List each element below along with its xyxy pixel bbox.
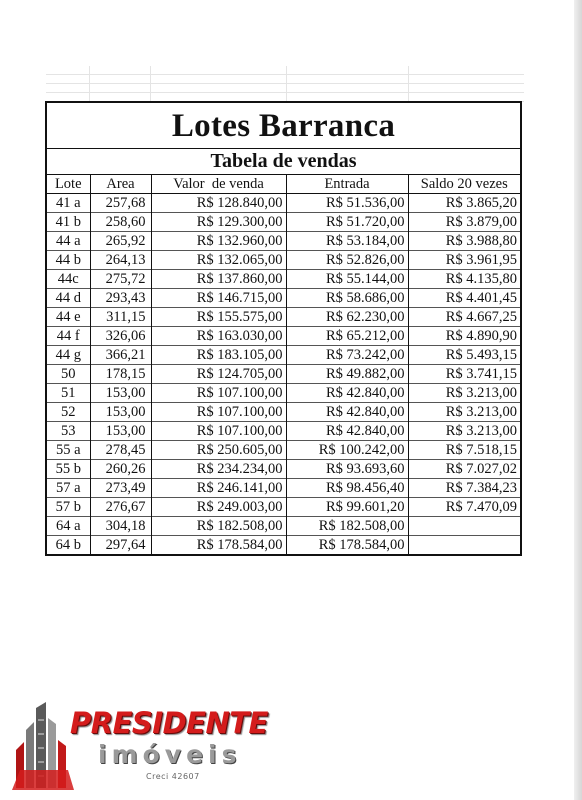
table-row [47, 251, 520, 270]
table-row [47, 327, 520, 346]
cell-saldo: R$ 3.741,15 [445, 366, 517, 382]
cell-area: 366,21 [90, 346, 151, 365]
table-row [47, 422, 520, 441]
cell-entrada: R$ 99.601,20 [286, 498, 408, 517]
cell-area: 260,26 [90, 460, 151, 479]
cell-lote: 41 b [47, 213, 90, 232]
column-header-valor: Valor de venda [151, 175, 286, 194]
column-header-area: Area [90, 175, 151, 194]
table-row [47, 365, 520, 384]
cell-entrada: R$ 52.826,00 [286, 251, 408, 270]
company-logo [12, 700, 312, 790]
cell-lote: 57 b [47, 498, 90, 517]
cell-valor: R$ 155.575,00 [151, 308, 286, 327]
cell-area: 178,15 [90, 365, 151, 384]
cell-valor: R$ 132.065,00 [151, 251, 286, 270]
table-header-row [47, 175, 520, 194]
sales-sheet [45, 101, 522, 556]
cell-area: 326,06 [90, 327, 151, 346]
cell-valor: R$ 182.508,00 [151, 517, 286, 536]
cell-entrada: R$ 51.536,00 [286, 194, 408, 213]
cell-saldo: R$ 3.961,95 [445, 252, 517, 268]
cell-entrada: R$ 98.456,40 [286, 479, 408, 498]
cell-lote: 44 f [47, 327, 90, 346]
cell-lote: 44 g [47, 346, 90, 365]
table-body [47, 194, 520, 555]
cell-lote: 55 b [47, 460, 90, 479]
cell-area: 278,45 [90, 441, 151, 460]
cell-saldo: R$ 4.890,90 [445, 328, 517, 344]
cell-entrada: R$ 55.144,00 [286, 270, 408, 289]
table-row [47, 232, 520, 251]
table-row [47, 308, 520, 327]
cell-saldo: R$ 7.518,15 [445, 442, 517, 458]
cell-area: 297,64 [90, 536, 151, 555]
table-row [47, 536, 520, 555]
cell-lote: 41 a [47, 194, 90, 213]
cell-valor: R$ 107.100,00 [151, 403, 286, 422]
cell-valor: R$ 107.100,00 [151, 422, 286, 441]
cell-saldo: R$ 7.384,23 [445, 480, 517, 496]
table-row [47, 517, 520, 536]
cell-valor: R$ 183.105,00 [151, 346, 286, 365]
cell-saldo: R$ 4.401,45 [445, 290, 517, 306]
table-row [47, 270, 520, 289]
cell-entrada: R$ 49.882,00 [286, 365, 408, 384]
cell-entrada: R$ 42.840,00 [286, 384, 408, 403]
cell-lote: 44 a [47, 232, 90, 251]
column-header-entrada: Entrada [286, 175, 408, 194]
cell-saldo: R$ 3.988,80 [445, 233, 517, 249]
document-title: Lotes Barranca [47, 103, 520, 149]
cell-area: 265,92 [90, 232, 151, 251]
cell-valor: R$ 129.300,00 [151, 213, 286, 232]
cell-lote: 44 d [47, 289, 90, 308]
table-row [47, 346, 520, 365]
cell-valor: R$ 163.030,00 [151, 327, 286, 346]
cell-saldo: R$ 7.027,02 [445, 461, 517, 477]
cell-lote: 44c [47, 270, 90, 289]
cell-valor: R$ 107.100,00 [151, 384, 286, 403]
cell-saldo: R$ 5.493,15 [445, 347, 517, 363]
cell-area: 311,15 [90, 308, 151, 327]
cell-lote: 50 [47, 365, 90, 384]
cell-entrada: R$ 93.693,60 [286, 460, 408, 479]
column-header-saldo: Saldo 20 vezes [408, 175, 520, 194]
cell-valor: R$ 234.234,00 [151, 460, 286, 479]
table-row [47, 289, 520, 308]
cell-saldo [408, 536, 520, 555]
spreadsheet-gridlines [46, 66, 524, 102]
table-row [47, 441, 520, 460]
cell-entrada: R$ 42.840,00 [286, 403, 408, 422]
logo-creci: Creci 42607 [146, 772, 200, 781]
table-row [47, 403, 520, 422]
cell-area: 264,13 [90, 251, 151, 270]
cell-lote: 52 [47, 403, 90, 422]
cell-valor: R$ 178.584,00 [151, 536, 286, 555]
building-icon [12, 700, 74, 790]
page-edge-shadow [574, 0, 582, 800]
cell-valor: R$ 128.840,00 [151, 194, 286, 213]
cell-valor: R$ 137.860,00 [151, 270, 286, 289]
cell-saldo: R$ 3.213,00 [445, 404, 517, 420]
table-row [47, 498, 520, 517]
cell-entrada: R$ 178.584,00 [286, 536, 408, 555]
cell-saldo: R$ 7.470,09 [445, 499, 517, 515]
document-subtitle: Tabela de vendas [47, 149, 520, 175]
cell-area: 258,60 [90, 213, 151, 232]
cell-saldo: R$ 3.213,00 [445, 385, 517, 401]
table-row [47, 194, 520, 213]
cell-entrada: R$ 62.230,00 [286, 308, 408, 327]
cell-saldo: R$ 3.879,00 [445, 214, 517, 230]
cell-valor: R$ 124.705,00 [151, 365, 286, 384]
cell-saldo [408, 517, 520, 536]
cell-entrada: R$ 58.686,00 [286, 289, 408, 308]
cell-lote: 44 b [47, 251, 90, 270]
cell-entrada: R$ 51.720,00 [286, 213, 408, 232]
cell-lote: 55 a [47, 441, 90, 460]
cell-lote: 51 [47, 384, 90, 403]
cell-area: 275,72 [90, 270, 151, 289]
cell-saldo: R$ 3.865,20 [445, 195, 517, 211]
cell-area: 273,49 [90, 479, 151, 498]
cell-lote: 44 e [47, 308, 90, 327]
cell-area: 304,18 [90, 517, 151, 536]
table-row [47, 460, 520, 479]
cell-area: 153,00 [90, 422, 151, 441]
cell-entrada: R$ 53.184,00 [286, 232, 408, 251]
table-row [47, 479, 520, 498]
cell-lote: 57 a [47, 479, 90, 498]
cell-valor: R$ 250.605,00 [151, 441, 286, 460]
logo-brand-name: PRESIDENTE [70, 706, 268, 740]
cell-valor: R$ 249.003,00 [151, 498, 286, 517]
cell-area: 153,00 [90, 384, 151, 403]
cell-entrada: R$ 100.242,00 [286, 441, 408, 460]
logo-tagline: imóveis [98, 740, 242, 769]
cell-area: 276,67 [90, 498, 151, 517]
cell-area: 153,00 [90, 403, 151, 422]
table-row [47, 384, 520, 403]
cell-saldo: R$ 4.667,25 [445, 309, 517, 325]
cell-area: 293,43 [90, 289, 151, 308]
cell-lote: 53 [47, 422, 90, 441]
cell-saldo: R$ 3.213,00 [445, 423, 517, 439]
cell-valor: R$ 146.715,00 [151, 289, 286, 308]
column-header-lote: Lote [47, 175, 90, 194]
table-row [47, 213, 520, 232]
cell-valor: R$ 246.141,00 [151, 479, 286, 498]
cell-lote: 64 a [47, 517, 90, 536]
cell-saldo: R$ 4.135,80 [445, 271, 517, 287]
cell-entrada: R$ 42.840,00 [286, 422, 408, 441]
cell-area: 257,68 [90, 194, 151, 213]
cell-entrada: R$ 182.508,00 [286, 517, 408, 536]
sales-table [47, 175, 520, 554]
cell-valor: R$ 132.960,00 [151, 232, 286, 251]
cell-entrada: R$ 73.242,00 [286, 346, 408, 365]
cell-entrada: R$ 65.212,00 [286, 327, 408, 346]
cell-lote: 64 b [47, 536, 90, 555]
